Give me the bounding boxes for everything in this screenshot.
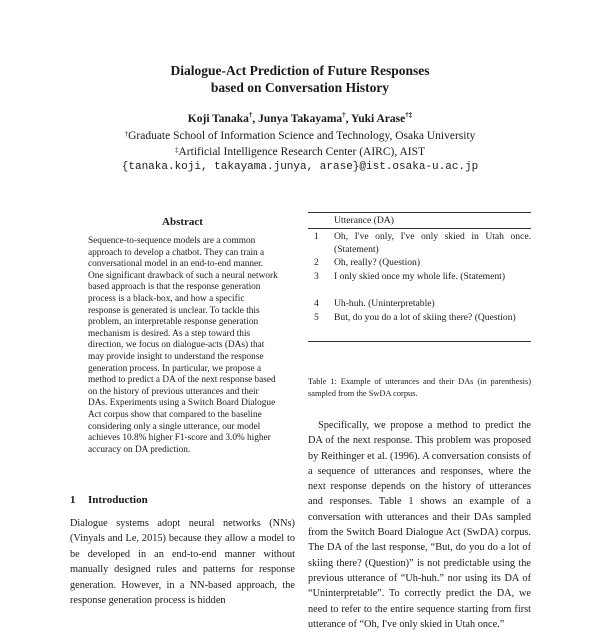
affiliation-1 (0, 129, 600, 144)
affiliation-1-text: Graduate School of Information Science and Technology, Osaka University (128, 130, 476, 142)
row-utterance: Uh-huh. (Uninterpretable) (334, 298, 435, 309)
title-line-1: Dialogue-Act Prediction of Future Responses (170, 63, 430, 78)
section-title: Introduction (88, 494, 148, 506)
intro-heading (70, 494, 148, 506)
row-utterance: I only skied once my whole life. (Statement) (334, 271, 506, 282)
affiliation-2-mark: ‡ (174, 146, 179, 154)
author-3-mark: †‡ (405, 111, 413, 119)
right-column-text: Specifically, we propose a method to predict the DA of the next response. This problem was proposed by Reithinger et al. (1996). A conversation consists of a sequence of utterances and responses, where the next response depends on the history of utterances and responses. Table 1 shows an example of a conversation with utterances and their DAs sampled from the Switch Board Dialogue Act (SwDA) corpus. The DA of the last response, “But, do you do a lot of skiing there? (Question)” is not predictable using the previous utterance of “Uh-huh.” nor using its DA of “Uninterpretable”. To correctly predict the DA, we need to refer to the entire sequence starting from first utterance of “Oh, I've only skied in Utah once.” (308, 420, 531, 630)
author-3: Yuki Arase (350, 113, 406, 125)
table-top-rule (308, 212, 531, 213)
row-number: 1 (314, 231, 319, 242)
author-list (0, 113, 600, 125)
section-number: 1 (70, 494, 76, 506)
author-1-mark: † (248, 111, 253, 119)
row-number: 5 (314, 312, 319, 323)
author-1: Koji Tanaka (187, 113, 249, 125)
row-utterance: Oh, I've only, I've only skied in Utah once. (Statement) (334, 231, 531, 255)
table-bottom-rule (308, 341, 531, 342)
affiliation-2-text: Artificial Intelligence Research Center (AIRC), AIST (178, 146, 426, 158)
row-number: 3 (314, 271, 319, 282)
abstract-text: Sequence-to-sequence models are a common approach to develop a chatbot. They can train a conversational model in an end-to-end manner. One significant drawback of such a neural network based approach is that the response generation process is a black-box, and how a specific response is generated is unclear. To tackle this problem, an interpretable response generation mechanism is desired. As a step toward this direction, we focus on dialogue-acts (DAs) that may provide insight to understand the response generation process. In particular, we propose a method to predict a DA of the next response based on the history of previous utterances and their DAs. Experiments using a Switch Board Dialogue Act corpus show that compared to the baseline considering only a single utterance, our model achieves 10.8% higher F1-score and 3.0% higher accuracy on DA prediction. (88, 236, 278, 455)
row-number: 4 (314, 298, 319, 309)
table-caption: Table 1: Example of utterances and their DAs (in parenthesis) sampled from the SwDA corpus. (308, 377, 531, 398)
author-separator: , (252, 113, 259, 125)
author-2: Junya Takayama (258, 113, 343, 125)
intro-body (70, 516, 295, 608)
intro-text: Dialogue systems adopt neural networks (NNs) (Vinyals and Le, 2015) because they allow a model to be developed in an end-to-end manner without manually designed rules and patterns for response generation. However, in a NN-based approach, the response generation process is hidden (70, 518, 295, 607)
author-separator: , (345, 113, 351, 125)
row-utterance: But, do you do a lot of skiing there? (Question) (334, 312, 516, 323)
table-header-rule (308, 228, 531, 229)
affiliation-1-mark: † (124, 130, 129, 138)
title-line-2: based on Conversation History (210, 80, 390, 95)
abstract-heading: Abstract (162, 216, 203, 228)
paper-title (0, 62, 600, 96)
abstract-body (88, 236, 278, 456)
table-header: Utterance (DA) (334, 215, 394, 226)
author-2-mark: † (342, 111, 346, 119)
row-number: 2 (314, 257, 319, 268)
affiliation-2 (0, 145, 600, 160)
author-email: {tanaka.koji, takayama.junya, arase}@ist.osaka-u.ac.jp (121, 161, 479, 173)
row-utterance: Oh, really? (Question) (334, 257, 421, 268)
